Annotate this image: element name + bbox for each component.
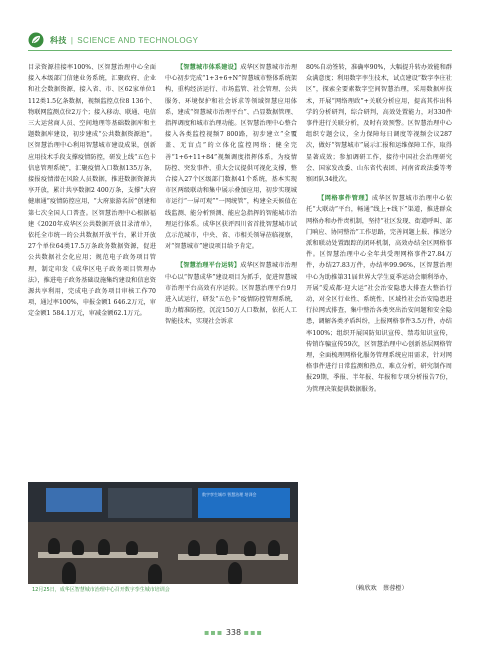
page-header	[28, 30, 452, 52]
photo-left-screen	[46, 488, 102, 512]
photo-person	[72, 540, 84, 555]
photo-right-screen	[198, 488, 290, 518]
paragraph	[306, 193, 452, 395]
text-column-1	[28, 62, 156, 320]
photo-person	[148, 564, 162, 584]
footer-decoration-left: ▪▪▪	[204, 628, 224, 637]
photo-person	[126, 541, 138, 555]
section-title-en: SCIENCE AND TECHNOLOGY	[77, 36, 199, 45]
photo-wall	[108, 488, 192, 518]
photo-person	[228, 562, 242, 584]
paragraph-text: 成华区智慧城市治理中心初步完成“1+3+6+N”智慧城市整体系统架构，重构经济运行、市场监管、社会管理、公共服务、环境保护和社会诉求等领域智慧应用体系，建成“智慧城市治理平台”、凸显数据管理、指挥调度和城市治理功能。区智慧治理中心整合接入各类监控视频7 800路，初步建立“全覆盖、无盲点”的立体化监控网络；健全完善“1+6+11+84”视频调度指挥体系，为疫情防控、突发事件、重大会议提供可视化支撑，整合接入27个区级部门数据41个系统，基本实现市区两级联动和集中展示叠加应用，初步实现城市运行“一屏可观”“一网统管”，构建全天候值在线监测、能分析预测、能应急指挥的智能城市治理运行体系。成华区获评四川省首批智慧城市试点示范城市，中央、省、市相关领导莅临视察，对“智慧城市”建设项目给予肯定。	[165, 64, 298, 251]
photo-person	[268, 540, 280, 556]
paragraph	[28, 62, 156, 320]
footer-decoration-right: ▪▪▪	[243, 628, 263, 637]
screen-title: 数字孪生城市 智慧治理 培训会	[202, 492, 257, 497]
paragraph-text: 成华区智慧城市治理中心以“智慧成华”建设项目为抓手，促进智慧城市治理平台高效有序运转。区智慧治理平台9月进入试运行，研发“五色卡”疫情防控管理系统，助力精准防控，沉淀150万人口数据，依托人工智能技术，实现社会诉求	[165, 262, 298, 326]
paragraph	[306, 62, 452, 185]
paragraph	[165, 62, 297, 252]
author-credit: （赖欣欢 蔡蓉橙）	[352, 585, 408, 592]
photo-person	[188, 540, 200, 556]
photo-person	[48, 538, 60, 554]
page-footer	[204, 628, 263, 637]
photo-person	[98, 539, 110, 555]
paragraph-text: 成华区智慧城市治理中心依托“大联动”平台，畅通“线上+线下”渠道，推进群众网格办和办件责机制，坚持“社区发现、街道呼叫、部门响应、协同整治”工作思路，完善问题上报、推送分派和联动处置跟踪的闭环机制，高效办结全区网格事件。区智慧治理中心全年共受理网格事件27.84万件，办结27.83万件，办结率99.96%，区智慧治理中心为助推第31届世界大学生夏季运动会顺利举办，开展“爱成都·迎大运”社会治安隐患大排查大整治行动，对全区行业性、系统性、区域性社会治安隐患进行拉网式排查，集中整治各类突出治安问题和安全隐患，调解各类矛盾纠纷，上报网格事件3.5万件，办结率100%；组织开展国防知识宣传、禁毒知识宣传，传销诈骗宣传59次，区智慧治理中心创新基层网格管理，全面梳理网格化服务管理系统应用需求，针对网格事件进行日常监测和热点、难点分析，研究制作周报29期，季报、半年报、年报和专项分析报告7份，为管理决策提供数据服务。	[306, 195, 453, 393]
header-rule	[28, 50, 452, 51]
photo-person	[244, 541, 256, 556]
text-column-2	[165, 62, 297, 328]
page-number: 338	[225, 628, 242, 637]
paragraph	[165, 260, 297, 327]
photo-person	[62, 562, 76, 584]
paragraph-text: 80%自动签转，准确率90%，大幅提升转办效能和群众满意度；利用数字孪生技术，试点建设“数字李庄社区”，探索全要素数字空间智慧治理，采用数据库技术，开展“网络理政”+关联分析应用，提高其作出科学的分析研判，综合研判，高效处置能力，对330件事件进行关联分析，及时有效预警。区智慧治理中心组织专题会议，全力保障每日调度等视频会议287次，做好“智慧城市”展示汇报和运维保障工作，取得显著成效；参加调研工作，接待中国社会治理研究会、国家发改委、山东省代表团、河南省政法委等考察团队34批次。	[306, 64, 452, 184]
section-title-cn: 科技	[50, 36, 67, 45]
section-label	[50, 35, 198, 46]
meeting-photo	[28, 482, 298, 584]
section-heading: 【智慧城市体系建设】	[177, 64, 241, 71]
section-heading: 【智慧治理平台运转】	[177, 262, 241, 270]
leaf-logo-icon	[28, 32, 44, 48]
photo-person	[216, 539, 228, 555]
text-column-3	[306, 62, 452, 395]
section-heading: 【网格事件管理】	[318, 195, 372, 203]
photo-caption: 12月25日，成华区智慧城市治理中心召开数字孪生城市培训会	[32, 587, 170, 593]
section-separator: |	[70, 36, 74, 45]
paragraph-text: 目录资源挂接率100%、区智慧治理中心全面接入本级部门信建业务系统，汇聚政府、企业和社会数据资源，接入省、市、区62家单位1 112类1.5亿条数据，视频监控点位8 136个、物联网监测点位2万个；接入移动、联通、电信三大运营商人员、空间地理等基础数据库和主题数据库建设，初步建成“公共数据资源池”。区智慧治理中心利用智慧城市建设成果，创新应用技术手段支撑疫情防控，研发上线“五色卡信息管理系统”，汇聚疫情入口数据135万条，接报疫情潜在风险人员数据，推进数据资源共享开放，累计共享数据2 400万条，支撑“大府健康通”疫情防控应用，“大府旅游名居”创建和第七次全国人口普查。区智慧治理中心根据福建《2020年成华区公共数据开放目录清单》，依托全市统一的公共数据开放平台，累计开放27个单位64类17.5万条政务数据资源，促进公共数据社会化应用；规范电子政务项目管理，制定印发《成华区电子政务项目管理办法》，推进电子政务基础设施集约建设和信息资源共享利用，完成电子政务项目审核工作70项，通过率100%，申报金额1 646.2万元，审定金额1 584.1万元，审减金额62.1万元。	[28, 64, 156, 318]
